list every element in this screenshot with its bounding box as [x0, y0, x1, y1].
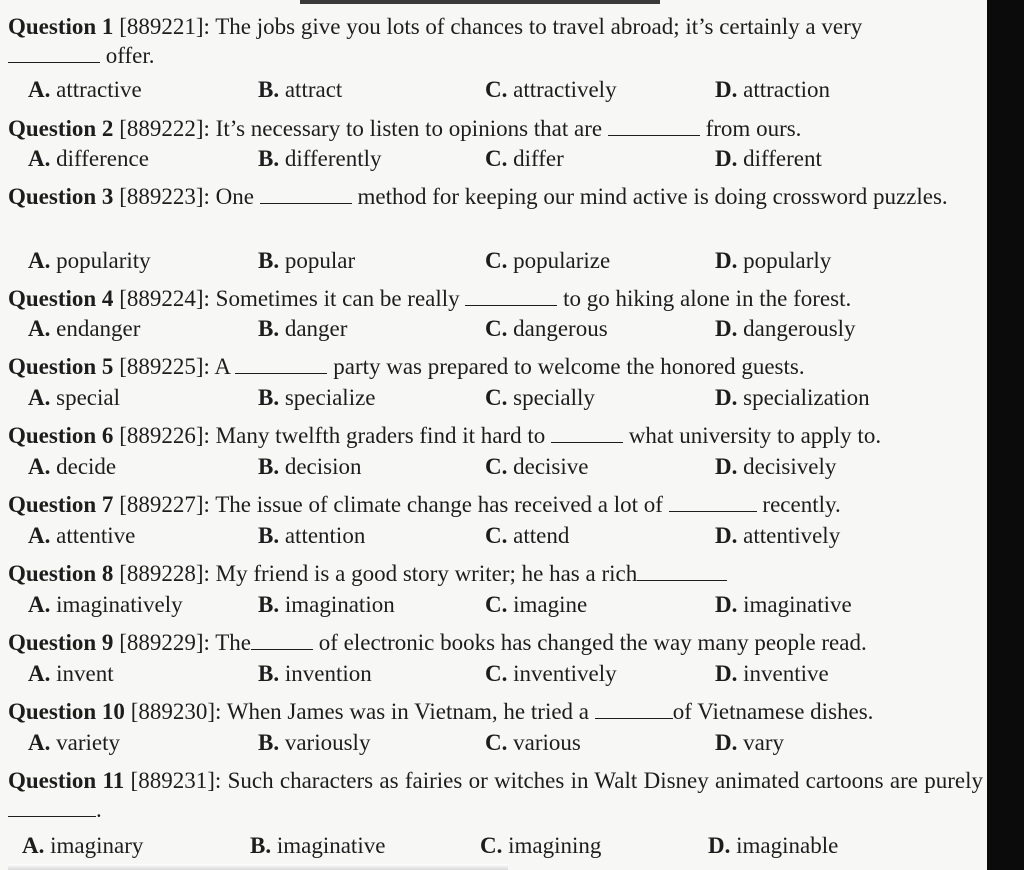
answer-blank [251, 633, 313, 650]
option-d[interactable] [715, 246, 831, 276]
option-letter: B. [258, 730, 280, 755]
option-text: attentively [743, 523, 841, 548]
option-d[interactable] [715, 728, 784, 758]
option-letter: C. [485, 316, 508, 341]
question-text-before: The [215, 630, 252, 655]
answer-blank [235, 357, 327, 374]
option-d[interactable] [715, 314, 856, 344]
question-text-before: Sometimes it can be really [215, 286, 460, 311]
question-id: [889221]: [119, 14, 210, 39]
question-5 [8, 352, 983, 381]
option-d[interactable] [715, 521, 840, 551]
option-letter: B. [258, 523, 280, 548]
option-text: variety [56, 730, 120, 755]
option-text: invention [284, 661, 372, 686]
option-d[interactable] [715, 144, 822, 174]
option-b[interactable] [258, 314, 347, 344]
option-text: invent [56, 661, 114, 686]
answer-blank [669, 495, 757, 512]
question-label: Question 10 [8, 699, 125, 724]
option-letter: B. [258, 248, 280, 273]
question-2 [8, 114, 983, 143]
option-b[interactable] [258, 590, 395, 620]
question-text-after: of electronic books has changed the way many people read. [318, 630, 867, 655]
options-row-1 [0, 75, 987, 105]
page-top-edge [300, 0, 660, 4]
question-text-before: Such characters as fairies or witches in Walt Disney animated cartoons are purely [227, 768, 984, 793]
question-label: Question 4 [8, 286, 114, 311]
question-4 [8, 284, 983, 313]
option-text: differently [284, 146, 382, 171]
question-label: Question 6 [8, 423, 114, 448]
option-a[interactable] [28, 75, 142, 105]
question-label: Question 8 [8, 561, 114, 586]
question-label: Question 1 [8, 14, 114, 39]
option-b[interactable] [258, 659, 372, 689]
option-a[interactable] [28, 246, 151, 276]
option-text: imaginable [736, 833, 839, 858]
question-label: Question 3 [8, 184, 114, 209]
option-text: danger [284, 316, 348, 341]
option-d[interactable] [715, 590, 852, 620]
options-row-2 [0, 144, 987, 174]
question-text-before: One [215, 184, 254, 209]
options-row-9 [0, 659, 987, 689]
option-text: attend [513, 523, 570, 548]
option-b[interactable] [250, 831, 385, 861]
option-d[interactable] [715, 383, 870, 413]
option-letter: D. [715, 523, 738, 548]
question-label: Question 11 [8, 768, 125, 793]
question-id: [889229]: [119, 630, 210, 655]
option-b[interactable] [258, 521, 365, 551]
option-d[interactable] [715, 452, 836, 482]
option-b[interactable] [258, 728, 370, 758]
option-letter: C. [485, 454, 508, 479]
option-text: decisive [513, 454, 589, 479]
option-letter: A. [22, 833, 45, 858]
option-letter: A. [28, 146, 51, 171]
option-b[interactable] [258, 383, 376, 413]
option-letter: D. [708, 833, 731, 858]
option-a[interactable] [28, 590, 183, 620]
question-text-after: what university to apply to. [628, 423, 882, 448]
option-letter: D. [715, 661, 738, 686]
option-c[interactable] [485, 144, 564, 174]
option-letter: B. [258, 592, 280, 617]
option-text: special [56, 385, 120, 410]
option-letter: A. [28, 316, 51, 341]
option-letter: C. [485, 661, 508, 686]
option-c[interactable] [485, 314, 608, 344]
option-letter: D. [715, 248, 738, 273]
option-c[interactable] [485, 75, 617, 105]
option-text: inventive [743, 661, 829, 686]
question-label: Question 7 [8, 492, 114, 517]
option-letter: C. [480, 833, 503, 858]
option-a[interactable] [28, 659, 114, 689]
options-row-8 [0, 590, 987, 620]
answer-blank [8, 800, 96, 817]
question-text-after: recently. [762, 492, 841, 517]
option-text: popularity [56, 248, 151, 273]
answer-blank [8, 46, 100, 63]
option-text: specialization [743, 385, 870, 410]
question-label: Question 2 [8, 116, 114, 141]
option-letter: D. [715, 730, 738, 755]
option-letter: A. [28, 248, 51, 273]
question-3 [8, 182, 983, 211]
option-a[interactable] [28, 144, 149, 174]
option-letter: A. [28, 592, 51, 617]
question-id: [889224]: [119, 286, 210, 311]
option-a[interactable] [28, 521, 135, 551]
question-9 [8, 628, 983, 657]
options-row-10 [0, 728, 987, 758]
option-text: decide [56, 454, 117, 479]
option-d[interactable] [715, 75, 830, 105]
option-b[interactable] [258, 75, 342, 105]
option-letter: D. [715, 316, 738, 341]
option-letter: D. [715, 454, 738, 479]
question-text-before: My friend is a good story writer; he has a rich [215, 561, 638, 586]
option-c[interactable] [485, 452, 588, 482]
question-id: [889230]: [130, 699, 222, 724]
option-letter: C. [485, 523, 508, 548]
option-letter: B. [258, 77, 280, 102]
option-text: imagination [284, 592, 395, 617]
option-c[interactable] [480, 831, 601, 861]
option-letter: C. [485, 248, 508, 273]
option-letter: A. [28, 661, 51, 686]
options-row-5 [0, 383, 987, 413]
question-id: [889222]: [119, 116, 210, 141]
question-8 [8, 559, 983, 588]
answer-blank [260, 187, 352, 204]
option-text: imaginatively [56, 592, 183, 617]
question-text-before: The jobs give you lots of chances to travel abroad; it’s certainly a very [215, 14, 863, 39]
option-a[interactable] [28, 383, 120, 413]
option-text: attractive [56, 77, 142, 102]
answer-blank [551, 426, 623, 443]
option-letter: D. [715, 385, 738, 410]
option-letter: D. [715, 146, 738, 171]
option-letter: A. [28, 385, 51, 410]
option-text: popularly [743, 248, 832, 273]
options-row-4 [0, 314, 987, 344]
option-text: differ [513, 146, 564, 171]
question-text-before: It’s necessary to listen to opinions that are [215, 116, 603, 141]
question-text-after: party was prepared to welcome the honored guests. [333, 354, 805, 379]
option-a[interactable] [28, 452, 116, 482]
option-text: imagining [508, 833, 602, 858]
option-text: attraction [743, 77, 830, 102]
option-text: imagine [513, 592, 588, 617]
question-text-after: method for keeping our mind active is doing crossword puzzles. [357, 184, 948, 209]
option-letter: B. [258, 385, 280, 410]
question-text-after: . [96, 797, 102, 822]
answer-blank [465, 289, 557, 306]
answer-blank [608, 119, 700, 136]
option-text: attract [284, 77, 343, 102]
option-c[interactable] [485, 383, 595, 413]
option-c[interactable] [485, 728, 581, 758]
question-7 [8, 490, 983, 519]
question-11 [8, 766, 983, 824]
option-letter: B. [250, 833, 272, 858]
question-id: [889227]: [119, 492, 210, 517]
option-letter: C. [485, 146, 508, 171]
question-text-before: A [214, 354, 230, 379]
option-letter: D. [715, 77, 738, 102]
option-text: specialize [284, 385, 376, 410]
question-id: [889223]: [119, 184, 210, 209]
option-text: various [513, 730, 581, 755]
options-row-7 [0, 521, 987, 551]
option-text: imaginative [743, 592, 852, 617]
option-text: attractively [513, 77, 617, 102]
option-letter: B. [258, 146, 280, 171]
question-id: [889226]: [119, 423, 210, 448]
option-text: attention [284, 523, 366, 548]
option-letter: A. [28, 730, 51, 755]
option-c[interactable] [485, 659, 617, 689]
option-d[interactable] [715, 659, 829, 689]
question-label: Question 9 [8, 630, 114, 655]
answer-blank [595, 702, 673, 719]
options-row-3 [0, 246, 987, 276]
question-text-after: to go hiking alone in the forest. [563, 286, 852, 311]
option-text: vary [743, 730, 784, 755]
question-id: [889231]: [130, 768, 222, 793]
option-text: attentive [56, 523, 136, 548]
option-text: popular [284, 248, 356, 273]
question-text-before: Many twelfth graders find it hard to [215, 423, 546, 448]
question-text-before: When James was in Vietnam, he tried a [226, 699, 589, 724]
question-text-after: from ours. [705, 116, 802, 141]
option-letter: C. [485, 730, 508, 755]
option-b[interactable] [258, 452, 362, 482]
question-id: [889228]: [119, 561, 210, 586]
question-label: Question 5 [8, 354, 114, 379]
question-text-after: offer. [105, 43, 155, 68]
dark-border-edge [987, 0, 1024, 870]
option-letter: C. [485, 592, 508, 617]
option-text: decisively [743, 454, 837, 479]
option-text: different [743, 146, 822, 171]
question-text-after: of Vietnamese dishes. [672, 699, 874, 724]
option-letter: D. [715, 592, 738, 617]
option-text: variously [284, 730, 371, 755]
option-b[interactable] [258, 246, 355, 276]
cut-off-next-question [8, 864, 508, 870]
option-text: popularize [513, 248, 611, 273]
option-text: imaginary [50, 833, 144, 858]
option-b[interactable] [258, 144, 382, 174]
option-letter: B. [258, 661, 280, 686]
options-row-11 [0, 831, 987, 861]
option-letter: A. [28, 454, 51, 479]
option-a[interactable] [22, 831, 143, 861]
option-c[interactable] [485, 246, 610, 276]
option-c[interactable] [485, 521, 569, 551]
option-a[interactable] [28, 728, 120, 758]
option-text: imaginative [276, 833, 386, 858]
option-a[interactable] [28, 314, 140, 344]
option-c[interactable] [485, 590, 587, 620]
option-text: difference [56, 146, 149, 171]
option-letter: B. [258, 316, 280, 341]
option-letter: C. [485, 385, 508, 410]
question-id: [889225]: [119, 354, 210, 379]
options-row-6 [0, 452, 987, 482]
option-text: specially [513, 385, 595, 410]
option-letter: B. [258, 454, 280, 479]
option-text: inventively [513, 661, 617, 686]
option-text: endanger [56, 316, 141, 341]
option-text: dangerous [513, 316, 608, 341]
question-10 [8, 697, 983, 726]
option-d[interactable] [708, 831, 838, 861]
option-letter: C. [485, 77, 508, 102]
answer-blank [637, 564, 727, 581]
option-letter: A. [28, 523, 51, 548]
option-letter: A. [28, 77, 51, 102]
question-text-before: The issue of climate change has received a lot of [215, 492, 663, 517]
option-text: decision [284, 454, 362, 479]
option-text: dangerously [743, 316, 856, 341]
question-6 [8, 421, 983, 450]
question-1 [8, 12, 983, 70]
